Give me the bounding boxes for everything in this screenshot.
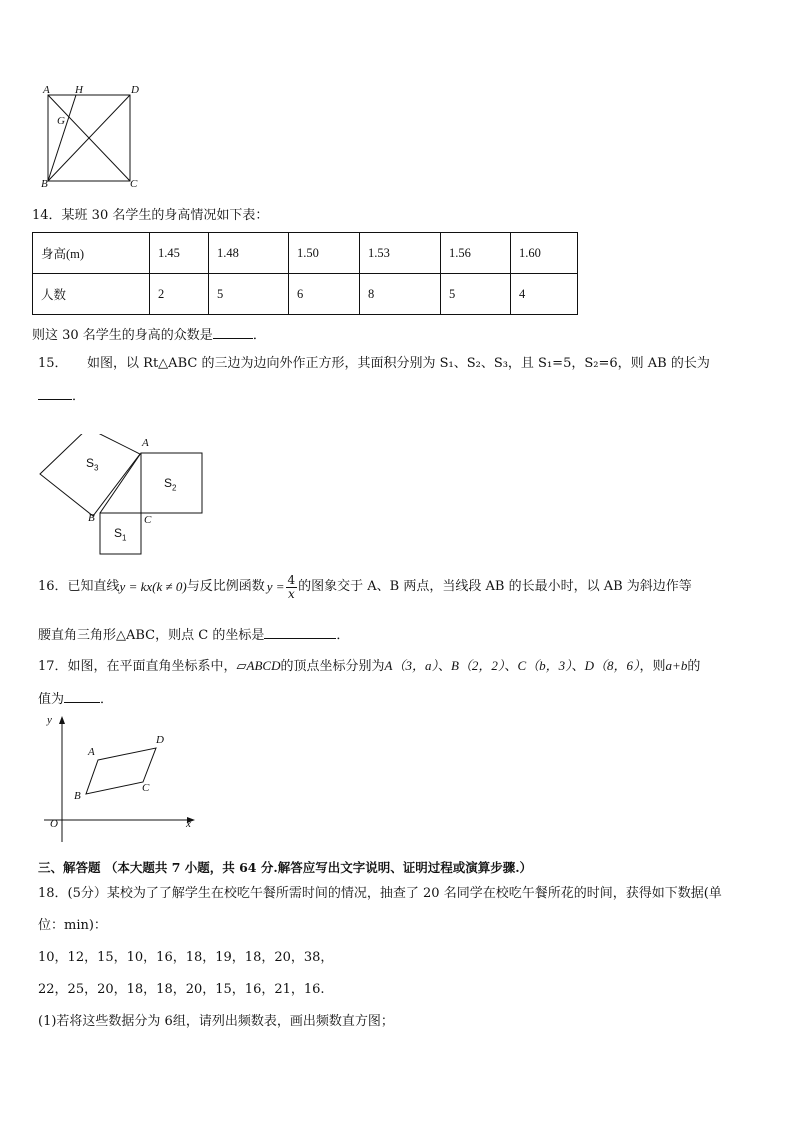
label-a: A [88, 746, 95, 758]
table-cell: 1.48 [209, 233, 289, 274]
q17-line2-text: 值为 [38, 692, 65, 707]
q14-stem: 14．某班 30 名学生的身高情况如下表： [32, 208, 269, 223]
table-cell: 5 [441, 274, 511, 315]
label-g: G [57, 115, 65, 127]
q16-line1 [38, 570, 692, 604]
answer-blank [38, 385, 72, 400]
label-c: C [130, 178, 138, 190]
segment-ab [100, 453, 141, 513]
answer-blank [213, 324, 253, 339]
q16-tail: ． [336, 628, 350, 643]
s2-letter: S [164, 476, 173, 490]
q17-p1: 17．如图，在平面直角坐标系中， [38, 659, 237, 674]
label-c: C [142, 782, 150, 794]
q17-p4: 的 [687, 659, 701, 674]
height-table [32, 232, 578, 315]
table-cell: 2 [150, 274, 209, 315]
q14-question [32, 324, 266, 346]
q17-a: A（3，a） [384, 658, 438, 673]
label-a: A [142, 437, 149, 449]
table-cell: 1.50 [289, 233, 360, 274]
q17-c: C（b，3） [517, 658, 572, 673]
q17-d: D（8，6） [584, 658, 640, 673]
section-3-heading: 三、解答题 （本大题共 7 小题，共 64 分.解答应写出文字说明、证明过程或演算步骤.） [38, 860, 533, 875]
q16-eq2: y = [266, 579, 285, 594]
q17-p2: 的顶点坐标分别为 [280, 659, 385, 674]
table-row [33, 233, 578, 274]
segment-bh [48, 95, 76, 181]
label-b: B [74, 790, 81, 802]
q16-p3: 的图象交于 A、B 两点，当线段 AB 的长最小时，以 AB 为斜边作等 [298, 579, 692, 594]
fraction-denominator: x [287, 586, 295, 601]
figure-17 [40, 714, 200, 844]
q17-shape: ▱ABCD [236, 658, 281, 673]
y-axis-arrow [59, 716, 65, 724]
label-a: A [43, 84, 50, 96]
label-s2 [164, 476, 176, 492]
q18-data2: 22，25，20，18，18，20，15，16，21，16. [38, 982, 325, 997]
answer-blank [264, 624, 336, 639]
q14-tail: ． [252, 328, 266, 343]
row-header-height: 身高(m) [33, 233, 150, 274]
q15-line1: 15． 如图，以 Rt△ABC 的三边为边向外作正方形，其面积分别为 S₁、S₂、S₃，且 S₁=5，S₂=6，则 AB 的长为 [38, 356, 710, 371]
q16-line2 [38, 624, 349, 646]
figure-17-svg [40, 714, 200, 844]
table-cell: 1.45 [150, 233, 209, 274]
label-b: B [41, 178, 48, 190]
q16-p1: 16．已知直线 [38, 579, 120, 594]
label-o: O [50, 818, 58, 830]
label-h: H [75, 84, 83, 96]
label-d: D [131, 84, 139, 96]
label-b: B [88, 512, 95, 524]
s1-sub: 1 [122, 533, 127, 543]
square-s3 [40, 434, 140, 516]
figure-13 [40, 84, 150, 194]
q16-line2-text: 腰直角三角形△ABC，则点 C 的坐标是 [38, 628, 265, 643]
table-cell: 6 [289, 274, 360, 315]
table-cell: 4 [511, 274, 578, 315]
label-s3 [86, 456, 98, 472]
table-row [33, 274, 578, 315]
q18-sub1: (1)若将这些数据分为 6组，请列出频数表，画出频数直方图； [38, 1014, 394, 1029]
table-cell: 8 [360, 274, 441, 315]
figure-15 [36, 434, 212, 560]
label-d: D [156, 734, 164, 746]
table-cell: 1.56 [441, 233, 511, 274]
label-x: x [186, 818, 191, 830]
fraction-numerator: 4 [287, 572, 296, 587]
s3-sub: 3 [94, 463, 99, 473]
q18-line1: 18．(5分）某校为了了解学生在校吃午餐所需时间的情况，抽查了 20 名同学在校吃午餐所花的时间，获得如下数据(单 [38, 886, 722, 901]
s3-letter: S [86, 456, 95, 470]
q17-p3: ，则 [639, 659, 666, 674]
q17-ab: a+b [665, 658, 688, 673]
q17-b: B（2，2） [450, 658, 505, 673]
label-y: y [47, 714, 52, 726]
table-cell: 1.60 [511, 233, 578, 274]
q17-tail: ． [100, 692, 114, 707]
row-header-count: 人数 [33, 274, 150, 315]
fraction-4-over-x [286, 574, 298, 601]
q15-line2 [38, 385, 85, 407]
label-s1 [114, 526, 126, 542]
table-cell: 5 [209, 274, 289, 315]
q18-line2: 位：min)： [38, 918, 107, 933]
s1-letter: S [114, 526, 123, 540]
q17-line2 [38, 688, 113, 710]
q15-tail: ． [72, 389, 86, 404]
answer-blank [64, 688, 100, 703]
q16-p2: 与反比例函数 [186, 579, 265, 594]
label-c: C [144, 514, 152, 526]
q14-question-text: 则这 30 名学生的身高的众数是 [32, 328, 213, 343]
table-cell: 1.53 [360, 233, 441, 274]
q18-data1: 10，12，15，10，16，18，19，18，20，38， [38, 950, 334, 965]
q16-eq1: y = kx(k ≠ 0) [119, 579, 187, 594]
q17-line1: 17．如图，在平面直角坐标系中，▱ABCD的顶点坐标分别为A（3，a）、B（2，2）、C（b，3）、D（8，6），则a+b的 [38, 658, 701, 674]
s2-sub: 2 [172, 483, 177, 493]
